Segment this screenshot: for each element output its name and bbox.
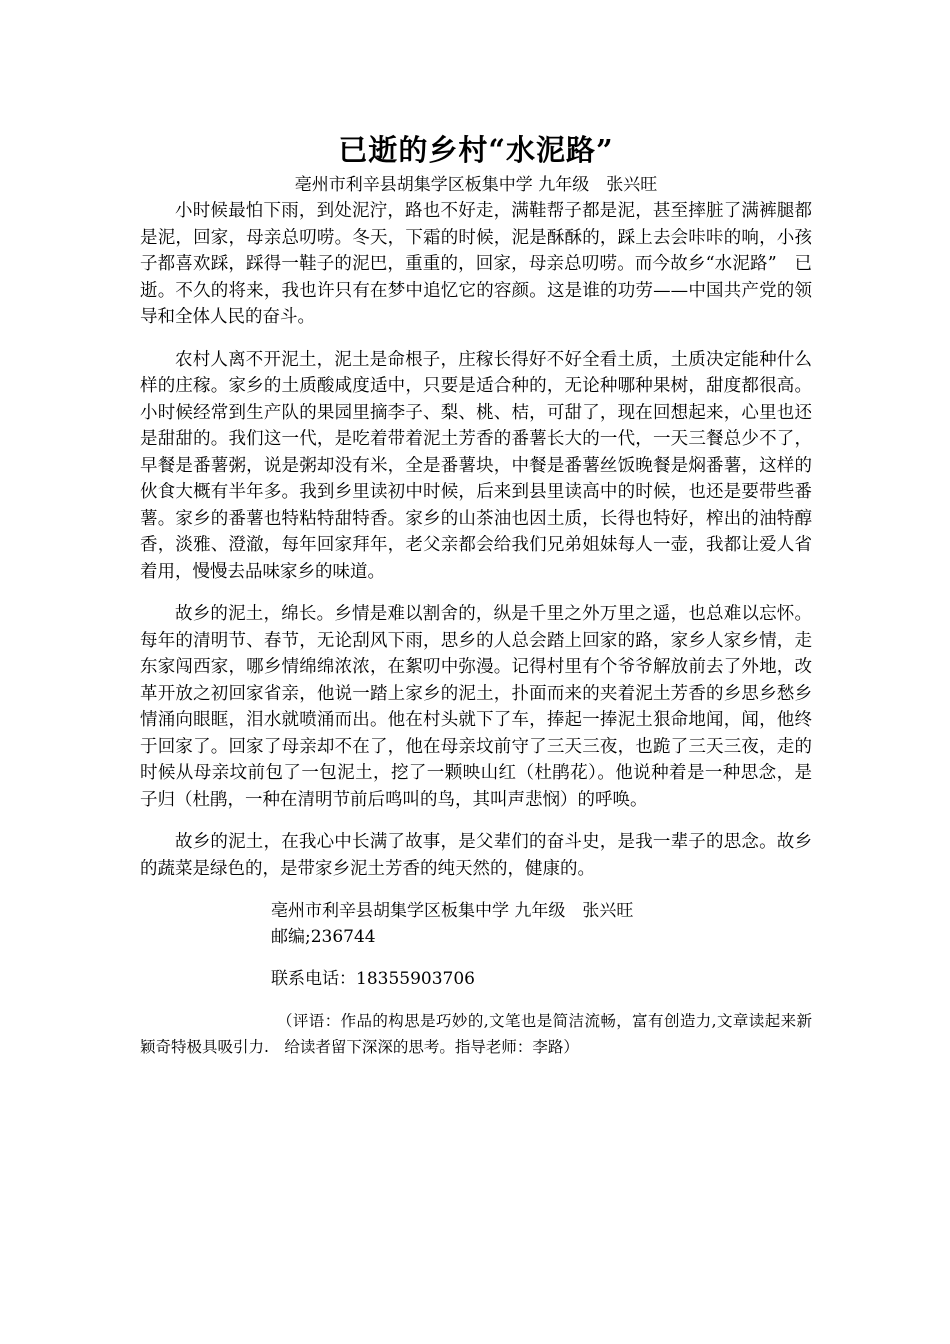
paragraph-3: 故乡的泥土，绵长。乡情是难以割舍的，纵是千里之外万里之遥，也总难以忘怀。每年的清明节、春节，无论刮风下雨，思乡的人总会踏上回家的路，家乡人家乡情，走东家闯西家，哪乡情绵绵浓浓，在絮叨中弥漫。记得村里有个爷爷解放前去了外地，改革开放之初回家省亲，他说一踏上家乡的泥土，扑面而来的夹着泥土芳香的乡思乡愁乡情涌向眼眶，泪水就喷涌而出。他在村头就下了车，捧起一捧泥土狠命地闻，闻，他终于回家了。回家了母亲却不在了，他在母亲坟前守了三天三夜，也跪了三天三夜，走的时候从母亲坟前包了一包泥土，挖了一颗映山红（杜鹃花）。他说种着是一种思念，是子归（杜鹃，一种在清明节前后鸣叫的鸟，其叫声悲悯）的呼唤。 — [140, 604, 812, 810]
teacher-comment: （评语：作品的构思是巧妙的,文笔也是简洁流畅，富有创造力,文章读起来新颖奇特极具吸引力. 给读者留下深深的思考。指导老师：李路） — [140, 1012, 812, 1056]
paragraph-1: 小时候最怕下雨，到处泥泞，路也不好走，满鞋帮子都是泥，甚至摔脏了满裤腿都是泥，回家，母亲总叨唠。冬天，下霜的时候，泥是酥酥的，踩上去会咔咔的响，小孩子都喜欢踩，踩得一鞋子的泥巴，重重的，回家，母亲总叨唠。而今故乡“水泥路” 已逝。不久的将来，我也许只有在梦中追忆它的容颜。这是谁的功劳——中国共产党的领导和全体人民的奋斗。 — [140, 201, 812, 327]
author-school-line: 亳州市利辛县胡集学区板集中学 九年级 张兴旺 — [271, 901, 634, 921]
postcode-line: 邮编;236744 — [271, 927, 376, 947]
document-page — [140, 128, 812, 1076]
paragraph-2: 农村人离不开泥土，泥土是命根子，庄稼长得好不好全看土质，土质决定能种什么样的庄稼。家乡的土质酸咸度适中，只要是适合种的，无论种哪种果树，甜度都很高。小时候经常到生产队的果园里摘李子、梨、桃、桔，可甜了，现在回想起来，心里也还是甜甜的。我们这一代，是吃着带着泥土芳香的番薯长大的一代，一天三餐总少不了，早餐是番薯粥，说是粥却没有米，全是番薯块，中餐是番薯丝饭晚餐是焖番薯，这样的伙食大概有半年多。我到乡里读初中时候，后来到县里读高中的时候，也还是要带些番薯。家乡的番薯也特粘特甜特香。家乡的山茶油也因土质，长得也特好，榨出的油特醇香，淡雅、澄澈，每年回家拜年，老父亲都会给我们兄弟姐妹每人一壶，我都让爱人省着用，慢慢去品味家乡的味道。 — [140, 349, 812, 582]
paragraph-4: 故乡的泥土，在我心中长满了故事，是父辈们的奋斗史，是我一辈子的思念。故乡的蔬菜是绿色的，是带家乡泥土芳香的纯天然的，健康的。 — [140, 832, 812, 879]
author-byline: 亳州市利辛县胡集学区板集中学 九年级 张兴旺 — [294, 175, 658, 195]
document-title: 已逝的乡村“水泥路” — [338, 133, 614, 167]
author-info-block — [271, 898, 812, 992]
phone-line: 联系电话：18355903706 — [271, 969, 475, 989]
